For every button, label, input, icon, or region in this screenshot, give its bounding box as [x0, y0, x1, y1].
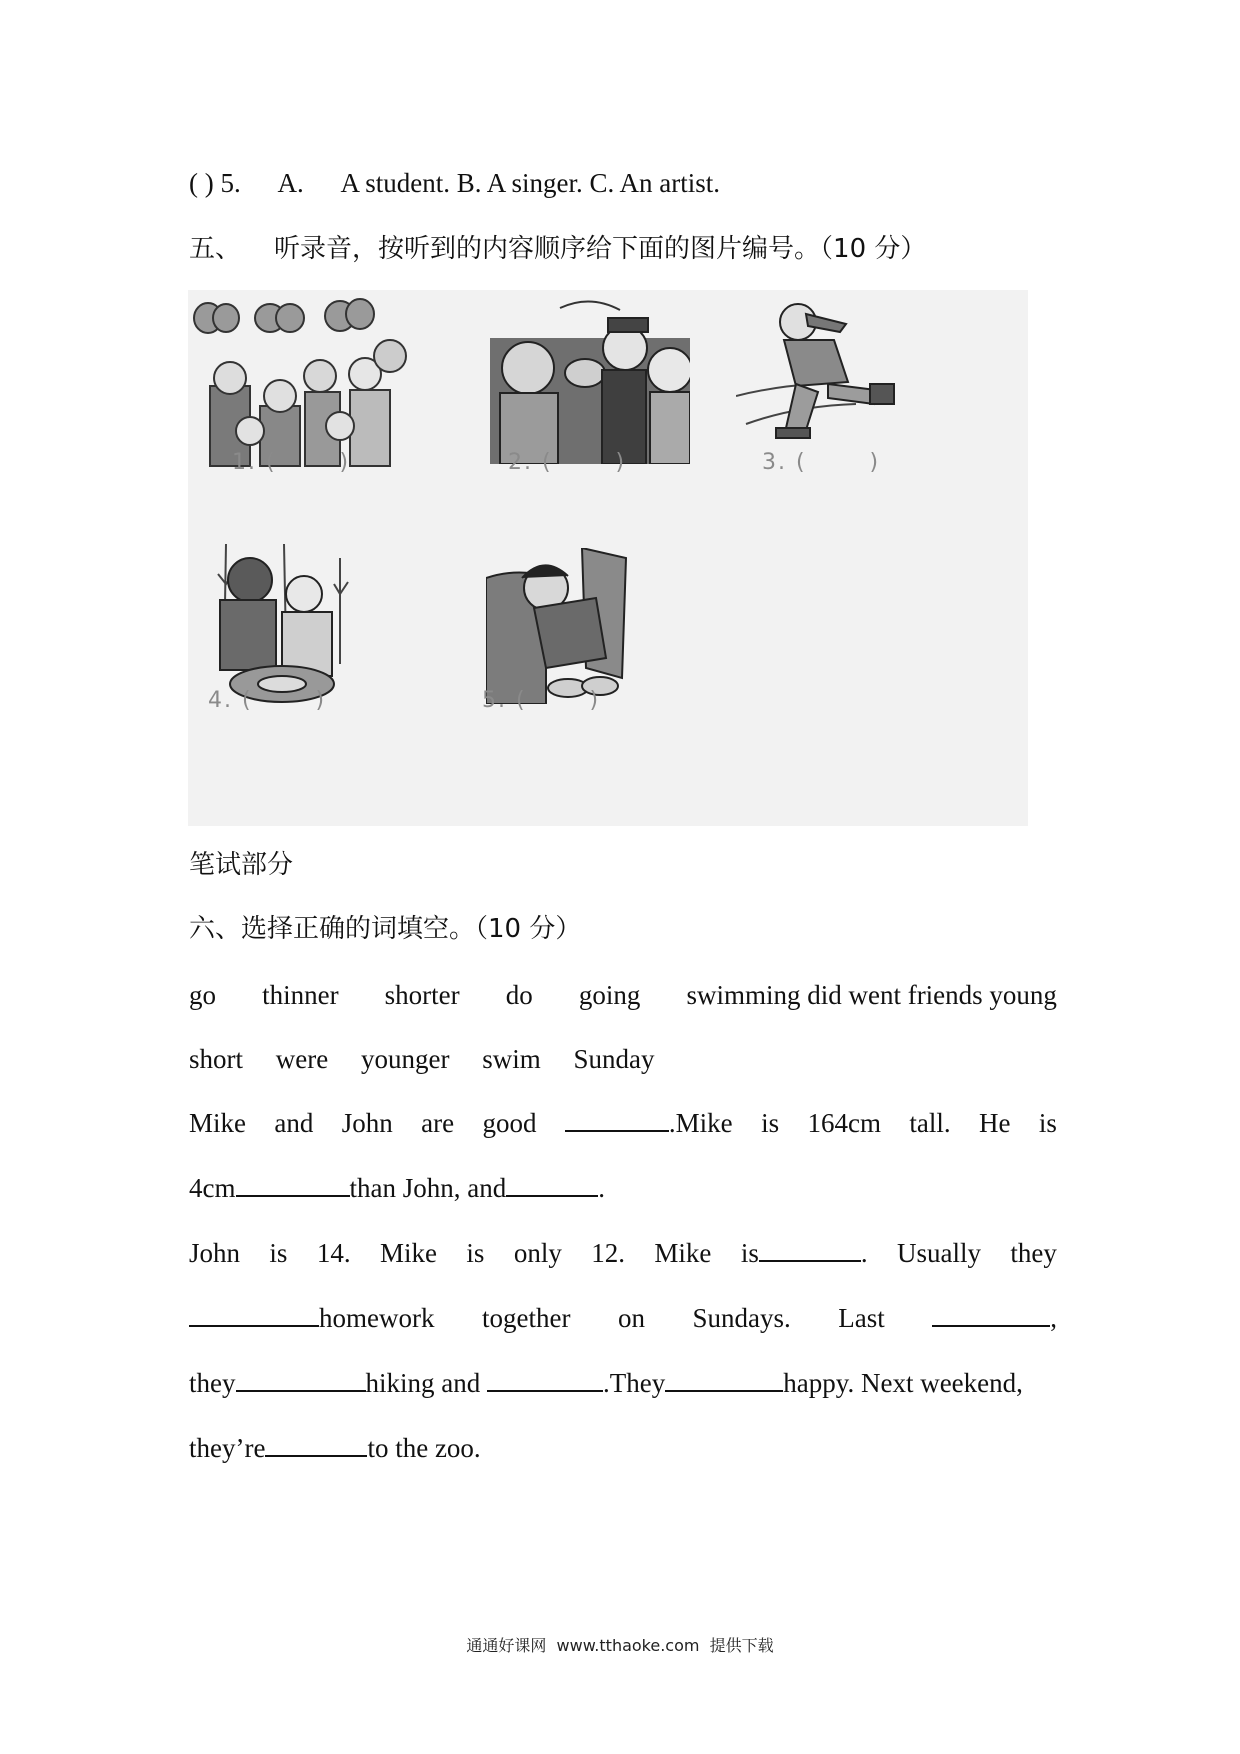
passage-word: John	[189, 1238, 241, 1268]
passage-word: than John, and	[349, 1173, 507, 1203]
passage-word: is	[1038, 1108, 1057, 1138]
passage-word: Mike	[380, 1238, 437, 1268]
cleaning-bed-icon	[486, 548, 636, 704]
word-bank-item: go	[189, 980, 216, 1010]
passage-word: Last	[838, 1303, 885, 1333]
blank-1-group	[565, 1106, 733, 1140]
passage-word: only	[513, 1238, 562, 1268]
passage-word: .Mike	[668, 1108, 733, 1138]
passage-word: Mike	[189, 1108, 246, 1138]
passage-word: is	[761, 1108, 780, 1138]
passage-word: happy. Next weekend,	[783, 1368, 1023, 1398]
passage-line-3	[189, 1236, 1057, 1270]
kids-group-icon	[190, 296, 412, 476]
passage-word: they	[189, 1368, 236, 1398]
word-bank-line-2	[189, 1042, 654, 1076]
section-6-title: 六、选择正确的词填空。（10 分）	[189, 914, 582, 944]
tree-planting-icon	[198, 544, 368, 710]
fill-blank-5[interactable]	[189, 1303, 319, 1327]
word-bank-item: going	[578, 980, 641, 1010]
passage-word: to the zoo.	[367, 1433, 481, 1463]
question-5	[189, 166, 720, 200]
picture-2-label: 2. ( )	[508, 450, 627, 475]
passage-word: 4cm	[189, 1173, 236, 1203]
word-bank-item: swimming did went friends young	[686, 980, 1057, 1010]
passage-word: .	[598, 1173, 605, 1203]
passage-word: Mike	[654, 1238, 712, 1268]
passage-word: good	[482, 1108, 537, 1138]
section-5-title: 五、 听录音，按听到的内容顺序给下面的图片编号。（10 分）	[189, 234, 927, 264]
farm-animals-icon	[490, 298, 690, 464]
picture-3-label: 3. ( )	[762, 450, 881, 475]
fill-blank-8[interactable]	[487, 1368, 603, 1392]
passage-word: they’re	[189, 1433, 266, 1463]
picture-5-label: 5. ( )	[482, 688, 601, 713]
ice-skater-icon	[736, 296, 906, 448]
word-bank-item: younger	[360, 1044, 450, 1074]
fill-blank-7[interactable]	[236, 1368, 366, 1392]
fill-blank-1[interactable]	[565, 1108, 669, 1132]
passage-word: is	[269, 1238, 288, 1268]
passage-line-1	[189, 1106, 1057, 1140]
passage-line-4	[189, 1301, 1057, 1335]
fill-blank-3[interactable]	[506, 1173, 598, 1197]
picture-4-label: 4. ( )	[208, 688, 327, 713]
fill-blank-4[interactable]	[759, 1238, 861, 1262]
written-part-title: 笔试部分	[189, 850, 294, 880]
passage-word: on	[617, 1303, 645, 1333]
passage-word: they	[1010, 1238, 1057, 1268]
passage-word: and	[274, 1108, 314, 1138]
passage-word: 14.	[316, 1238, 351, 1268]
passage-word: ,	[1050, 1303, 1057, 1333]
fill-blank-2[interactable]	[236, 1173, 350, 1197]
fill-blank-10[interactable]	[265, 1433, 367, 1457]
passage-word: 164cm	[807, 1108, 881, 1138]
passage-word: Sundays.	[692, 1303, 791, 1333]
word-bank-line-1	[189, 978, 1057, 1012]
passage-line-5	[189, 1366, 1023, 1400]
passage-word: John	[341, 1108, 393, 1138]
word-bank-item: Sunday	[573, 1044, 655, 1074]
page-footer: 通通好课网 www.tthaoke.com 提供下载	[466, 1636, 774, 1655]
passage-word: is	[740, 1238, 759, 1268]
passage-word: .	[860, 1238, 868, 1268]
answer-options: A student. B. A singer. C. An artist.	[340, 168, 721, 198]
picture-panel	[188, 290, 1028, 826]
word-bank-item: do	[505, 980, 533, 1010]
answer-paren: ( ) 5.	[189, 168, 241, 198]
passage-line-2	[189, 1171, 605, 1205]
blank-4-group	[741, 1236, 868, 1270]
passage-word: He	[979, 1108, 1011, 1138]
passage-word: tall.	[909, 1108, 951, 1138]
passage-word: .They	[603, 1368, 666, 1398]
word-bank-item: short	[189, 1044, 243, 1074]
word-bank-item: swim	[482, 1044, 541, 1074]
passage-word: hiking and	[365, 1368, 481, 1398]
word-bank-item: shorter	[384, 980, 460, 1010]
passage-word: 12.	[591, 1238, 625, 1268]
passage-word: are	[421, 1108, 455, 1138]
passage-word: is	[466, 1238, 485, 1268]
blank-6-group	[932, 1301, 1057, 1335]
fill-blank-6[interactable]	[932, 1303, 1050, 1327]
passage-line-6	[189, 1431, 481, 1465]
blank-5-group	[189, 1301, 434, 1335]
option-a-label: A.	[277, 168, 304, 198]
fill-blank-9[interactable]	[665, 1368, 783, 1392]
word-bank-item: were	[275, 1044, 329, 1074]
passage-word: together	[481, 1303, 571, 1333]
word-bank-item: thinner	[262, 980, 339, 1010]
passage-word: homework	[319, 1303, 435, 1333]
picture-1-label: 1. ( )	[232, 450, 351, 475]
passage-word: Usually	[896, 1238, 981, 1268]
